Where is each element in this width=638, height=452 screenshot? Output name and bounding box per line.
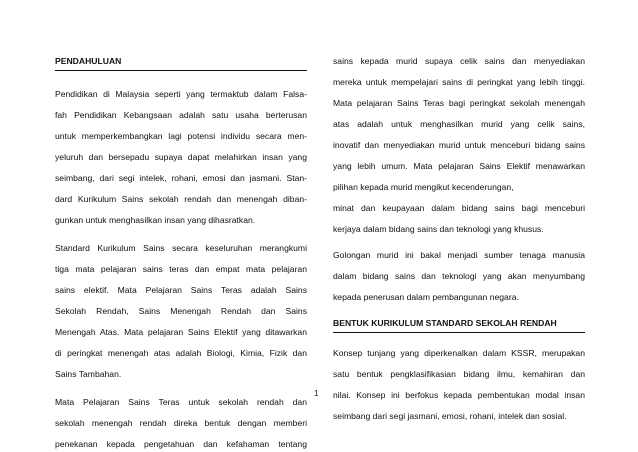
text-line: dalam bidang sains dan teknologi yang akan menyumbang	[333, 271, 585, 281]
text-line: Konsep tunjang yang diperkenalkan dalam KSSR, merupakan	[333, 348, 585, 358]
text-line: Mata Pelajaran Sains Teras untuk sekolah rendah dan	[55, 397, 307, 407]
text-line: di peringkat menengah atas adalah Biologi, Kimia, Fizik dan	[55, 348, 307, 358]
text-line: untuk memperkembangkan lagi potensi individu secara men-	[55, 131, 307, 141]
text-line: Sekolah Rendah, Sains Menengah Rendah dan Sains	[55, 306, 307, 316]
text-line: dard Kurikulum Sains sekolah rendah dan menengah diban-	[55, 194, 307, 204]
text-line: yeluruh dan bersepadu supaya dapat melahirkan insan yang	[55, 152, 307, 162]
text-line: inovatif dan menyediakan murid untuk menceburi bidang sains	[333, 140, 585, 150]
page-number: 1	[314, 389, 319, 398]
text-line: penekanan kepada pengetahuan dan kefahaman tentang	[55, 439, 307, 449]
text-line: seimbang dari segi jasmani, emosi, rohani, intelek dan sosial.	[333, 411, 567, 421]
text-line: tiga mata pelajaran sains teras dan empat mata pelajaran	[55, 264, 307, 274]
text-line: pilihan kepada murid mengikut kecenderungan,	[333, 182, 514, 192]
text-line: yang lebih umum. Mata pelajaran Sains Elektif menawarkan	[333, 161, 585, 171]
text-line: Standard Kurikulum Sains secara keseluruhan merangkumi	[55, 243, 307, 253]
text-line: Golongan murid ini bakal menjadi sumber tenaga manusia	[333, 250, 585, 260]
text-line: atas adalah untuk menghasilkan murid yang celik sains,	[333, 119, 585, 129]
text-line: satu bentuk pengklasifikasian bidang ilmu, kemahiran dan	[333, 369, 585, 379]
text-line: Sains Tambahan.	[55, 369, 122, 379]
text-line: sains elektif. Mata Pelajaran Sains Teras adalah Sains	[55, 285, 307, 295]
text-line: Pendidikan di Malaysia seperti yang termaktub dalam Falsa-	[55, 89, 307, 99]
text-line: Menengah Atas. Mata pelajaran Sains Elektif yang ditawarkan	[55, 327, 307, 337]
heading-underline	[333, 332, 585, 333]
text-line: kepada penerusan dalam pembangunan negara.	[333, 292, 519, 302]
section-heading-bentuk-kurikulum: BENTUK KURIKULUM STANDARD SEKOLAH RENDAH	[333, 318, 557, 328]
text-line: mereka untuk mempelajari sains di peringkat yang lebih tinggi.	[333, 77, 585, 87]
text-line: fah Pendidikan Kebangsaan adalah satu usaha berterusan	[55, 110, 307, 120]
text-line: kerjaya dalam bidang sains dan teknologi yang khusus.	[333, 224, 544, 234]
text-line: Mata pelajaran Sains Teras bagi peringkat sekolah menengah	[333, 98, 585, 108]
text-line: sains kepada murid supaya celik sains dan menyediakan	[333, 56, 585, 66]
text-line: sekolah menengah rendah direka bentuk dengan memberi	[55, 418, 307, 428]
text-line: seimbang, dari segi intelek, rohani, emosi dan jasmani. Stan-	[55, 173, 307, 183]
heading-underline	[55, 70, 307, 71]
text-line: minat dan keupayaan dalam bidang sains bagi menceburi	[333, 203, 585, 213]
text-line: gunkan untuk menghasilkan insan yang dihasratkan.	[55, 215, 256, 225]
text-line: nilai. Konsep ini berfokus kepada pembentukan modal insan	[333, 390, 585, 400]
section-heading-pendahuluan: PENDAHULUAN	[55, 56, 122, 66]
